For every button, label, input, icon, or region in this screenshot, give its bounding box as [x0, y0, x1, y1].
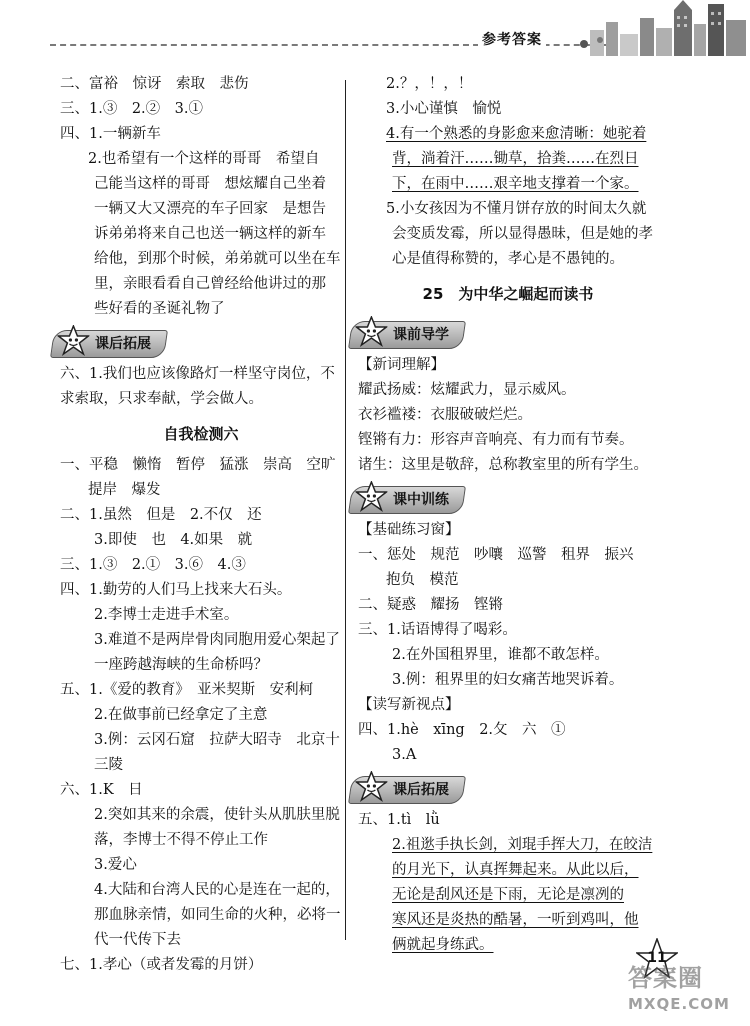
column-divider [345, 80, 346, 940]
answer-line: 抱负 模范 [386, 572, 459, 588]
section-badge-after-class [50, 330, 168, 358]
answer-line: 一座跨越海峡的生命桥吗？ [94, 657, 268, 673]
answer-line: 四、1.勤劳的人们马上找来大石头。 [60, 582, 292, 598]
vocab-heading: 【新词理解】 [358, 357, 445, 373]
basic-practice-heading: 【基础练习窗】 [358, 522, 460, 538]
answer-line: 五、1.tì lǜ [358, 812, 440, 828]
answer-line: 3.A [392, 747, 417, 763]
answer-line: 3.难道不是两岸骨肉同胞用爱心架起了 [94, 632, 340, 648]
reading-heading: 【读写新视点】 [358, 697, 460, 713]
vocab-item: 耀武扬威：炫耀武力，显示威风。 [358, 382, 576, 398]
answer-line: 三、1.话语博得了喝彩。 [358, 622, 517, 638]
answer-line: 里，亲眼看看自己曾经给他讲过的那 [94, 276, 326, 292]
answer-line: 给他，到那个时候，弟弟就可以坐在车 [94, 251, 341, 267]
answer-line: 2.在做事前已经拿定了主意 [94, 707, 268, 723]
answer-line: 四、1.hè xīng 2.攵 六 ① [358, 722, 566, 738]
answer-line: 提岸 爆发 [88, 482, 161, 498]
badge-label: 课后拓展 [95, 336, 151, 352]
answer-line: 四、1.一辆新车 [60, 126, 161, 142]
answer-line: 六、1.K 日 [60, 782, 143, 798]
answer-line: 5.小女孩因为不懂月饼存放的时间太久就 [386, 201, 647, 217]
section-title-self-test: 自我检测六 [163, 425, 239, 443]
section-badge-in-class [348, 486, 466, 514]
answer-line: 一、惩处 规范 吵嚷 巡警 租界 振兴 [358, 547, 634, 563]
answer-line: 七、1.孝心（或者发霉的月饼） [60, 957, 263, 973]
answer-line: 些好看的圣诞礼物了 [94, 301, 225, 317]
answer-line: 俩就起身练武。 [392, 937, 494, 953]
basic-practice-answers [358, 543, 658, 693]
left-answer-six [60, 362, 342, 412]
watermark-cn: 答案圈 [628, 964, 703, 992]
answer-line: 3.例：云冈石窟 拉萨大昭寺 北京十 [94, 732, 340, 748]
answer-line: 4.大陆和台湾人民的心是连在一起的， [94, 882, 340, 898]
reading-answers [358, 718, 658, 768]
vocab-item: 诸生：这里是敬辞，总称教室里的所有学生。 [358, 457, 648, 473]
badge-label: 课后拓展 [393, 782, 449, 798]
answer-line: 3.爱心 [94, 857, 137, 873]
answer-line: 落，李博士不得不停止工作 [94, 832, 268, 848]
answer-line: 会变质发霉，所以显得愚昧，但是她的孝 [392, 226, 653, 242]
lesson-title: 25 为中华之崛起而读书 [422, 285, 594, 303]
header-title: 参考答案 [478, 29, 546, 49]
watermark-en: MXQE.COM [628, 995, 730, 1013]
answer-line: 2.在外国租界里，谁都不敢怎样。 [392, 647, 609, 663]
badge-label: 课中训练 [393, 492, 449, 508]
left-column [60, 72, 342, 978]
answer-line: 求索取，只求奉献，学会做人。 [60, 391, 263, 407]
answer-line: 背，淌着汗……锄草，拾粪……在烈日 [392, 151, 639, 167]
watermark [628, 958, 746, 1022]
answer-line: 三陵 [94, 757, 123, 773]
answer-line: 2.突如其来的余震，使针头从肌肤里脱 [94, 807, 340, 823]
badge-label: 课前导学 [393, 327, 449, 343]
answer-line: 2.也希望有一个这样的哥哥 希望自 [88, 151, 320, 167]
section-badge-after-class-2 [348, 776, 466, 804]
answer-line: 二、富裕 惊讶 索取 悲伤 [60, 76, 249, 92]
answer-line: 诉弟弟将来自己也送一辆这样的新车 [94, 226, 326, 242]
answer-line: 心是值得称赞的，孝心是不愚钝的。 [392, 251, 624, 267]
mascot-star-icon [355, 771, 387, 803]
answer-line: 一辆又大又漂亮的车子回家 是想告 [94, 201, 326, 217]
answer-line: 二、1.虽然 但是 2.不仅 还 [60, 507, 262, 523]
answer-line: 3.小心谨慎 愉悦 [386, 101, 502, 117]
right-column [358, 72, 658, 958]
vocab-item: 铿锵有力：形容声音响亮、有力而有节奏。 [358, 432, 634, 448]
answer-line: 五、1.《爱的教育》 亚米契斯 安利柯 [60, 682, 314, 698]
answer-line: 三、1.③ 2.① 3.⑥ 4.③ [60, 557, 246, 573]
mascot-star-icon [57, 325, 89, 357]
right-answers-top [358, 72, 658, 272]
vocab-item: 衣衫褴褛：衣服破破烂烂。 [358, 407, 532, 423]
answer-line: 一、平稳 懒惰 暂停 猛涨 崇高 空旷 [60, 457, 336, 473]
left-answer-q2 [60, 147, 342, 322]
answer-line: 代一代传下去 [94, 932, 181, 948]
extension-answers [358, 808, 658, 958]
answer-line: 2.？，！，！ [386, 76, 473, 92]
answer-line: 下，在雨中……艰辛地支撑着一个家。 [392, 176, 639, 192]
answer-line: 4.有一个熟悉的身影愈来愈清晰：她驼着 [386, 126, 647, 142]
answer-line: 六、1.我们也应该像路灯一样坚守岗位，不 [60, 366, 335, 382]
answer-line: 寒风还是炎热的酷暑，一听到鸡叫，他 [392, 912, 639, 928]
mascot-star-icon [355, 481, 387, 513]
vocab-list [358, 378, 658, 478]
section-badge-pre-class [348, 321, 466, 349]
answer-line: 那血脉亲情，如同生命的火种，必将一 [94, 907, 341, 923]
self-test-answers [60, 453, 342, 978]
answer-line: 己能当这样的哥哥 想炫耀自己坐着 [94, 176, 326, 192]
left-answers-top [60, 72, 342, 147]
answer-line: 的月光下，认真挥舞起来。从此以后， [392, 862, 639, 878]
city-skyline-illustration [580, 0, 750, 56]
mascot-star-icon [355, 316, 387, 348]
answer-line: 三、1.③ 2.② 3.① [60, 101, 204, 117]
answer-line: 无论是刮风还是下雨，无论是凛冽的 [392, 887, 624, 903]
answer-line: 2.李博士走进手术室。 [94, 607, 239, 623]
answer-line: 二、疑惑 耀扬 铿锵 [358, 597, 503, 613]
answer-line: 2.祖逖手执长剑，刘琨手挥大刀，在皎洁 [392, 837, 653, 853]
answer-line: 3.例：租界里的妇女痛苦地哭诉着。 [392, 672, 624, 688]
page-number: 11 [647, 950, 667, 966]
answer-line: 3.即使 也 4.如果 就 [94, 532, 253, 548]
